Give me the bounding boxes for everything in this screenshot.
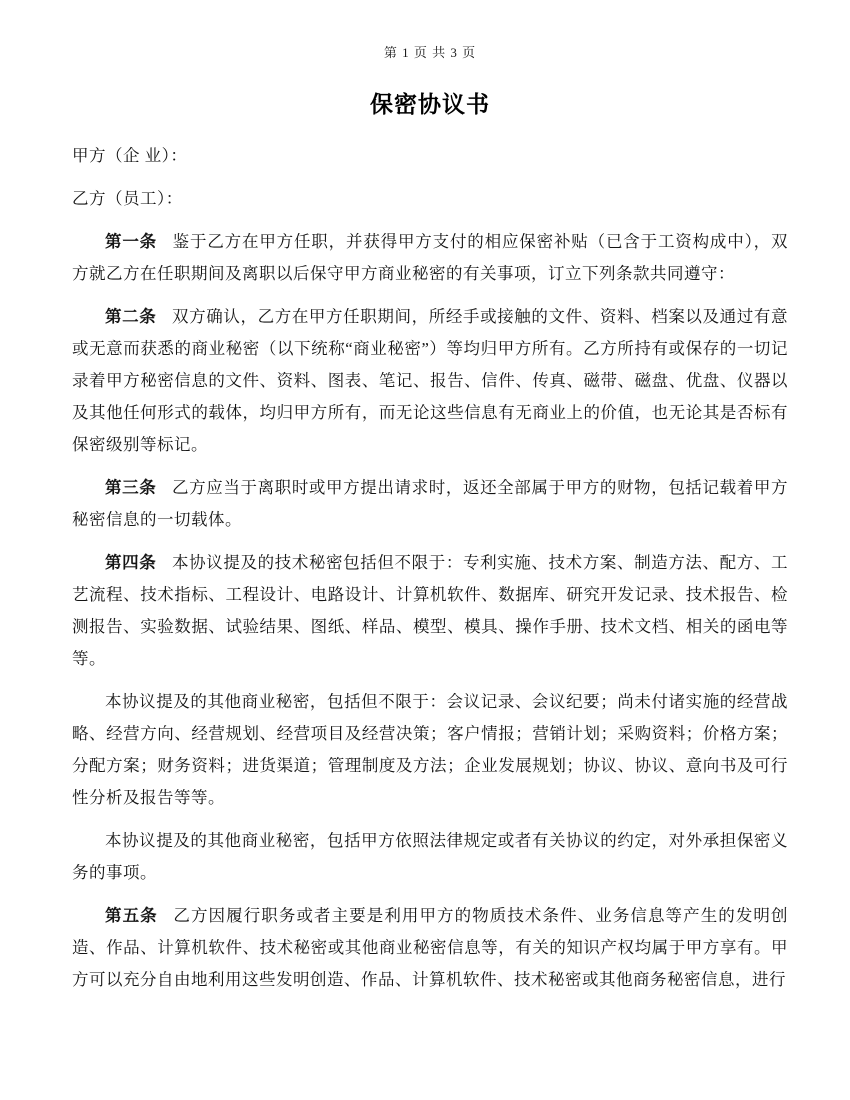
party-a-line: 甲方（企 业）： xyxy=(72,146,188,165)
clause-1-text: 鉴于乙方在甲方任职，并获得甲方支付的相应保密补贴（已含于工资构成中），双方就乙方在任职期间及离职以后保守甲方商业秘密的有关事项，订立下列条款共同遵守： xyxy=(72,232,789,283)
clause-4-text: 本协议提及的技术秘密包括但不限于：专利实施、技术方案、制造方法、配方、工艺流程、技术指标、工程设计、电路设计、计算机软件、数据库、研究开发记录、技术报告、检测报告、实验数据、试验结果、图纸、样品、模型、模具、操作手册、技术文档、相关的函电等等。 xyxy=(72,553,789,668)
clause-paragraph-7 xyxy=(72,900,788,996)
clause-paragraph-1 xyxy=(72,226,788,290)
clause-3-text: 乙方应当于离职时或甲方提出请求时，返还全部属于甲方的财物，包括记载着甲方秘密信息的一切载体。 xyxy=(72,478,789,529)
party-b-line: 乙方（员工）： xyxy=(72,189,183,208)
page-number-indicator: 第 1 页 共 3 页 xyxy=(383,45,477,60)
clause-3-label: 第三条 xyxy=(105,479,157,497)
clause-2-label: 第二条 xyxy=(105,308,157,326)
clause-paragraph-4 xyxy=(72,547,788,675)
clause-7-label: 第五条 xyxy=(105,907,158,925)
clause-5-text: 本协议提及的其他商业秘密，包括但不限于：会议记录、会议纪要；尚未付诸实施的经营战略、经营方向、经营规划、经营项目及经营决策；客户情报；营销计划；采购资料；价格方案；分配方案；财务资料；进货渠道；管理制度及方法；企业发展规划；协议、协议、意向书及可行性分析及报告等等。 xyxy=(72,692,788,807)
document-title: 保密协议书 xyxy=(370,91,490,117)
clause-paragraph-5 xyxy=(72,686,788,814)
clause-2-text: 双方确认，乙方在甲方任职期间，所经手或接触的文件、资料、档案以及通过有意或无意而获悉的商业秘密（以下统称“商业秘密”）等均归甲方所有。乙方所持有或保存的一切记录着甲方秘密信息的文件、资料、图表、笔记、报告、信件、传真、磁带、磁盘、优盘、仪器以及其他任何形式的载体，均归甲方所有，而无论这些信息有无商业上的价值，也无论其是否标有保密级别等标记。 xyxy=(72,307,789,454)
clause-7-text: 乙方因履行职务或者主要是利用甲方的物质技术条件、业务信息等产生的发明创造、作品、计算机软件、技术秘密或其他商业秘密信息等，有关的知识产权均属于甲方享有。甲方可以充分自由地利用这些发明创造、作品、计算机软件、技术秘密或其他商务秘密信息，进行 xyxy=(72,906,789,989)
clause-paragraph-6 xyxy=(72,825,788,889)
clause-1-label: 第一条 xyxy=(105,233,157,251)
party-block xyxy=(72,140,788,215)
clause-paragraph-2 xyxy=(72,301,788,461)
clause-4-label: 第四条 xyxy=(105,554,157,572)
clause-6-text: 本协议提及的其他商业秘密，包括甲方依照法律规定或者有关协议的约定，对外承担保密义务的事项。 xyxy=(72,831,788,882)
clause-paragraph-3 xyxy=(72,472,788,536)
